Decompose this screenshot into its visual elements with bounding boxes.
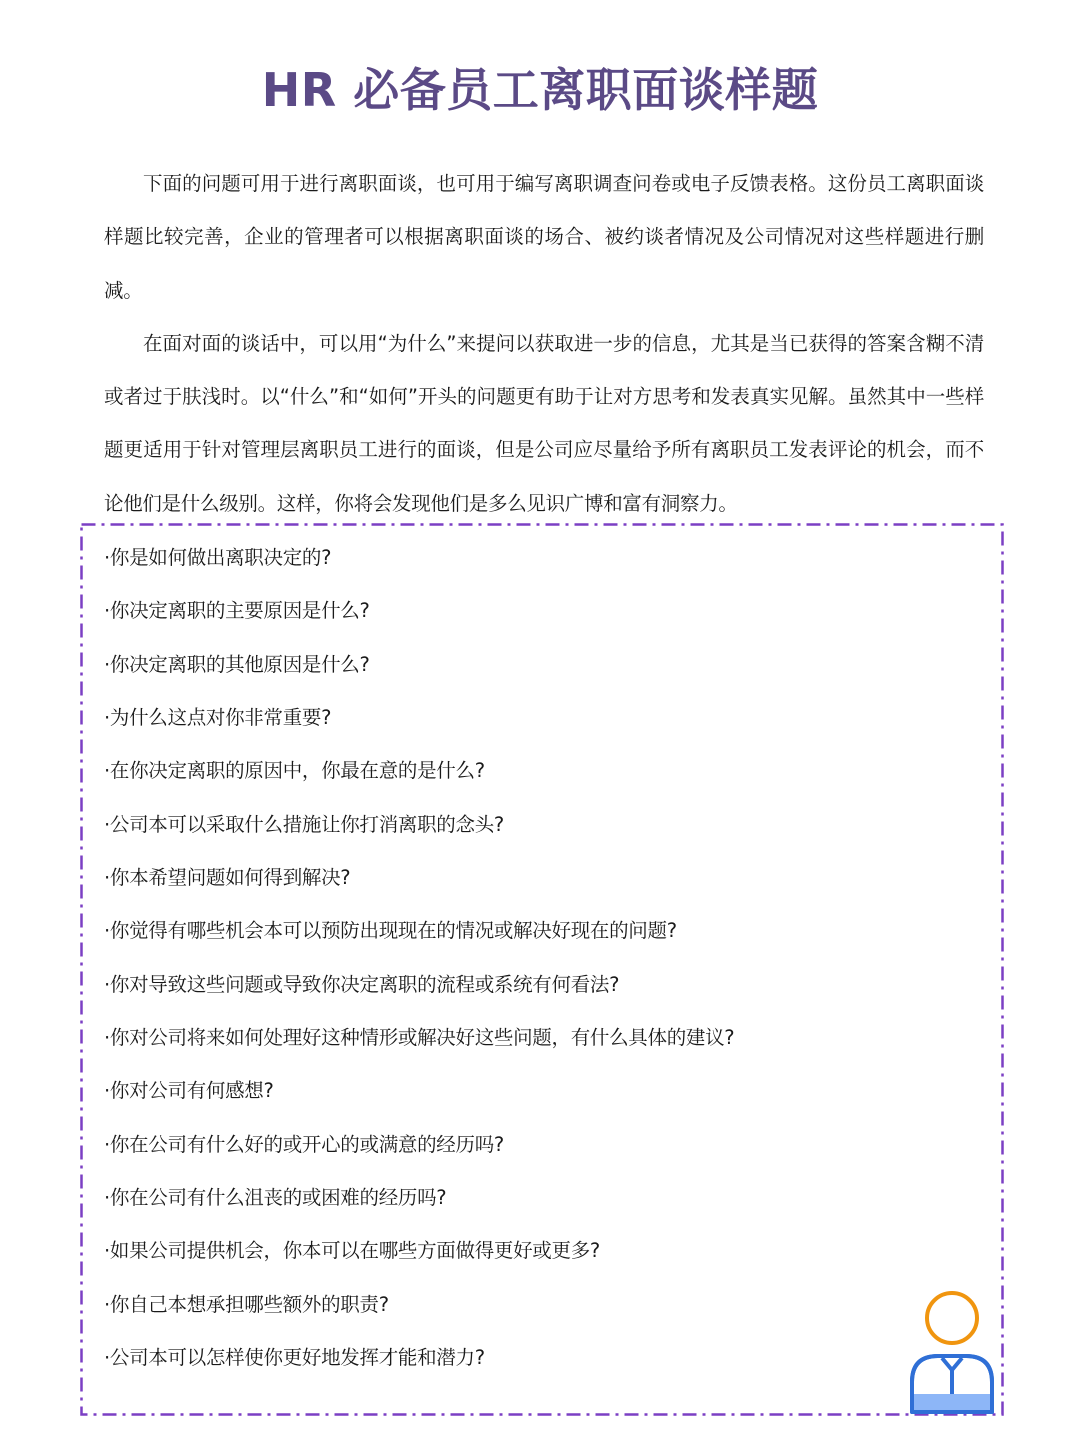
list-item: ·你对公司有何感想? bbox=[104, 1079, 274, 1103]
list-item: ·你在公司有什么沮丧的或困难的经历吗? bbox=[104, 1186, 447, 1210]
list-item: ·你自己本想承担哪些额外的职责? bbox=[104, 1292, 389, 1316]
list-item: ·你对导致这些问题或导致你决定离职的流程或系统有何看法? bbox=[104, 972, 620, 996]
list-item: ·如果公司提供机会，你本可以在哪些方面做得更好或更多? bbox=[104, 1239, 600, 1263]
list-item: ·你决定离职的其他原因是什么? bbox=[104, 652, 370, 676]
list-item: ·你决定离职的主要原因是什么? bbox=[104, 599, 370, 623]
list-item: ·你本希望问题如何得到解决? bbox=[104, 866, 351, 890]
list-item: ·你觉得有哪些机会本可以预防出现现在的情况或解决好现在的问题? bbox=[104, 919, 677, 943]
list-item: ·为什么这点对你非常重要? bbox=[104, 706, 332, 730]
list-item: ·你对公司将来如何处理好这种情形或解决好这些问题，有什么具体的建议? bbox=[104, 1026, 735, 1050]
list-item: ·在你决定离职的原因中，你最在意的是什么? bbox=[104, 759, 485, 783]
intro-section bbox=[104, 157, 984, 530]
question-list bbox=[104, 531, 734, 1385]
intro-paragraph-2: 在面对面的谈话中，可以用“为什么”来提问以获取进一步的信息，尤其是当已获得的答案含糊不清或者过于肤浅时。以“什么”和“如何”开头的问题更有助于让对方思考和发表真实见解。虽然其中一些样题更适用于针对管理层离职员工进行的面谈，但是公司应尽量给予所有离职员工发表评论的机会，而不论他们是什么级别。这样，你将会发现他们是多么见识广博和富有洞察力。 bbox=[104, 331, 984, 515]
questions-box bbox=[80, 523, 1004, 1416]
person-icon bbox=[906, 1290, 998, 1416]
intro-paragraph-1: 下面的问题可用于进行离职面谈，也可用于编写离职调查问卷或电子反馈表格。这份员工离职面谈样题比较完善，企业的管理者可以根据离职面谈的场合、被约谈者情况及公司情况对这些样题进行删减。 bbox=[104, 172, 984, 302]
list-item: ·你在公司有什么好的或开心的或满意的经历吗? bbox=[104, 1132, 504, 1156]
page-title: HR 必备员工离职面谈样题 bbox=[261, 63, 819, 117]
list-item: ·你是如何做出离职决定的? bbox=[104, 546, 332, 569]
list-item: ·公司本可以采取什么措施让你打消离职的念头? bbox=[104, 812, 504, 836]
list-item: ·公司本可以怎样使你更好地发挥才能和潜力? bbox=[104, 1346, 485, 1370]
